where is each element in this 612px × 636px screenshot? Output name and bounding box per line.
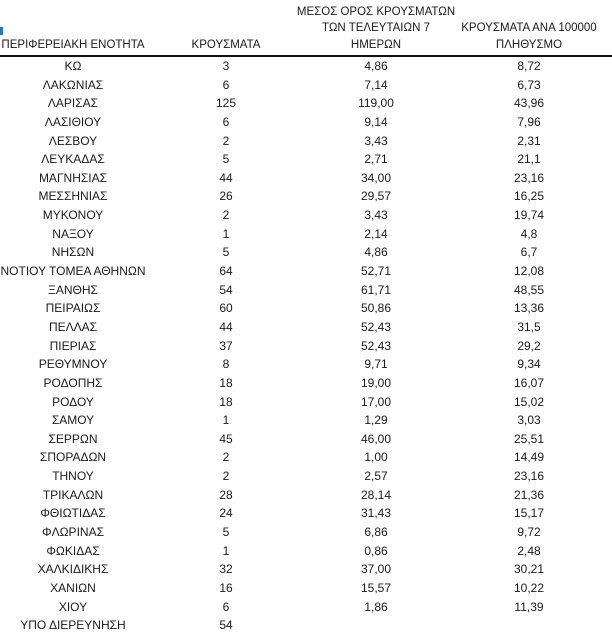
cell-per100k: 9,72 xyxy=(517,525,541,540)
column-header-cases xyxy=(146,0,306,55)
cell-per100k: 23,16 xyxy=(513,170,545,185)
table-row xyxy=(0,430,612,449)
cell-cases: 18 xyxy=(219,394,233,409)
cell-avg7: 119,00 xyxy=(358,96,394,111)
cell-cases: 5 xyxy=(222,525,230,540)
column-header-avg7 xyxy=(296,0,456,55)
cell-avg7: 19,00 xyxy=(360,375,392,390)
cell-region: ΜΥΚΟΝΟΥ xyxy=(42,208,104,223)
cell-region: ΝΟΤΙΟΥ ΤΟΜΕΑ ΑΘΗΝΩΝ xyxy=(0,264,146,279)
cell-avg7: 61,71 xyxy=(360,282,392,297)
cell-region: ΧΑΝΙΩΝ xyxy=(50,580,96,595)
cell-cases: 125 xyxy=(215,96,237,111)
cell-cases: 44 xyxy=(219,170,233,185)
cell-region: ΣΠΟΡΑΔΩΝ xyxy=(39,450,107,465)
cell-avg7: 15,57 xyxy=(360,580,392,595)
cell-cases: 32 xyxy=(219,562,233,577)
table-row xyxy=(0,262,612,281)
table-row xyxy=(0,337,612,356)
header-line: ΠΕΡΙΦΕΡΕΙΑΚΗ ΕΝΟΤΗΤΑ xyxy=(1,38,145,51)
cell-avg7: 4,86 xyxy=(364,59,388,73)
cell-region: ΠΕΙΡΑΙΩΣ xyxy=(45,301,101,316)
cell-avg7: 52,43 xyxy=(360,338,392,353)
table-row xyxy=(0,169,612,188)
cell-region: ΤΡΙΚΑΛΩΝ xyxy=(42,487,104,502)
cell-per100k: 8,72 xyxy=(517,59,541,73)
cell-avg7: 3,43 xyxy=(364,208,388,223)
table-row xyxy=(0,486,612,505)
header-line: ΚΡΟΥΣΜΑΤΑ ΑΝΑ 100000 xyxy=(461,22,597,34)
cell-avg7: 3,43 xyxy=(364,133,388,148)
cell-region: ΝΗΣΩΝ xyxy=(51,245,95,260)
table-row xyxy=(0,448,612,467)
cell-per100k: 12,08 xyxy=(513,264,545,279)
cell-region: ΣΑΜΟΥ xyxy=(51,413,95,428)
table-row xyxy=(0,467,612,486)
cell-region: ΥΠΟ ΔΙΕΡΕΥΝΗΣΗ xyxy=(20,618,126,633)
table-row xyxy=(0,206,612,225)
table-row xyxy=(0,355,612,374)
cell-cases: 24 xyxy=(219,506,233,521)
cell-avg7: 2,71 xyxy=(364,152,388,167)
table-row xyxy=(0,132,612,151)
cell-per100k: 15,17 xyxy=(513,506,545,521)
cell-cases: 2 xyxy=(222,208,230,223)
table-row xyxy=(0,187,612,206)
cell-cases: 1 xyxy=(222,226,230,241)
cell-per100k: 21,1 xyxy=(517,152,541,167)
table-row xyxy=(0,579,612,598)
cell-avg7: 31,43 xyxy=(360,506,392,521)
header-line: ΚΡΟΥΣΜΑΤΑ xyxy=(191,38,261,51)
table-row xyxy=(0,243,612,262)
cell-cases: 1 xyxy=(222,543,230,558)
cell-avg7: 4,86 xyxy=(364,245,388,260)
cell-per100k: 16,25 xyxy=(513,189,545,204)
cell-per100k: 48,55 xyxy=(513,282,545,297)
cell-avg7: 0,86 xyxy=(364,543,388,558)
table-row xyxy=(0,57,612,76)
cell-per100k: 31,5 xyxy=(517,319,541,334)
cell-per100k: 19,74 xyxy=(513,208,545,223)
cell-region: ΛΕΣΒΟΥ xyxy=(48,133,98,148)
cell-avg7: 1,00 xyxy=(364,450,388,465)
table-row xyxy=(0,225,612,244)
table-row xyxy=(0,393,612,412)
table-row xyxy=(0,411,612,430)
cell-cases: 18 xyxy=(219,375,233,390)
cell-avg7: 52,43 xyxy=(360,319,392,334)
table-row xyxy=(0,281,612,300)
cell-cases: 54 xyxy=(219,618,233,633)
cell-per100k: 23,16 xyxy=(513,469,545,484)
cell-avg7: 29,57 xyxy=(360,189,392,204)
cell-avg7: 28,14 xyxy=(360,487,392,502)
cell-per100k: 7,96 xyxy=(517,114,541,129)
cell-per100k: 11,39 xyxy=(514,599,544,614)
cell-per100k: 6,7 xyxy=(520,245,538,260)
cell-per100k: 43,96 xyxy=(513,96,545,111)
table-row xyxy=(0,542,612,561)
cell-per100k: 10,22 xyxy=(513,580,545,595)
cell-per100k: 29,2 xyxy=(517,338,541,353)
cell-region: ΣΕΡΡΩΝ xyxy=(48,431,98,446)
table-row xyxy=(0,523,612,542)
cell-region: ΜΑΓΝΗΣΙΑΣ xyxy=(38,170,108,185)
cell-cases: 44 xyxy=(219,319,233,334)
cell-per100k: 16,07 xyxy=(513,375,545,390)
cell-region: ΞΑΝΘΗΣ xyxy=(48,282,98,297)
table-row xyxy=(0,76,612,95)
cell-cases: 1 xyxy=(222,413,230,428)
cell-cases: 6 xyxy=(222,599,230,614)
cell-region: ΡΟΔΟΥ xyxy=(52,394,94,409)
table-body xyxy=(0,57,612,635)
cell-cases: 6 xyxy=(222,77,230,92)
cell-avg7: 17,00 xyxy=(360,394,392,409)
cell-region: ΠΙΕΡΙΑΣ xyxy=(49,338,97,353)
table-row xyxy=(0,374,612,393)
cell-region: ΛΕΥΚΑΔΑΣ xyxy=(41,152,105,167)
cell-avg7: 1,86 xyxy=(364,599,388,614)
cell-avg7: 6,86 xyxy=(364,525,388,540)
cell-cases: 60 xyxy=(219,301,233,316)
column-header-per100k xyxy=(446,0,612,55)
cell-avg7: 2,57 xyxy=(364,469,388,484)
table-row xyxy=(0,94,612,113)
cell-cases: 8 xyxy=(222,357,230,372)
cell-per100k: 2,48 xyxy=(517,543,541,558)
cell-avg7: 52,71 xyxy=(360,264,392,279)
table-row xyxy=(0,504,612,523)
cell-per100k: 14,49 xyxy=(513,450,545,465)
cell-per100k: 30,21 xyxy=(513,562,545,577)
table-row xyxy=(0,598,612,617)
cell-cases: 5 xyxy=(222,152,230,167)
cell-region: ΛΑΚΩΝΙΑΣ xyxy=(42,77,104,92)
header-line: ΜΕΣΟΣ ΟΡΟΣ ΚΡΟΥΣΜΑΤΩΝ xyxy=(296,5,456,18)
cell-cases: 64 xyxy=(219,264,233,279)
cell-avg7: 2,14 xyxy=(364,226,388,241)
table-row xyxy=(0,616,612,635)
cell-region: ΦΛΩΡΙΝΑΣ xyxy=(42,525,104,540)
cell-cases: 28 xyxy=(219,487,233,502)
cell-avg7: 50,86 xyxy=(360,301,392,316)
cell-avg7: 1,29 xyxy=(364,413,388,428)
cell-cases: 26 xyxy=(219,189,233,204)
cell-avg7: 9,14 xyxy=(364,114,388,129)
cell-cases: 5 xyxy=(222,245,230,260)
cell-cases: 3 xyxy=(222,59,230,73)
cell-per100k: 13,36 xyxy=(513,301,545,316)
cell-per100k: 2,31 xyxy=(517,133,541,148)
cell-cases: 16 xyxy=(219,580,233,595)
cell-region: ΦΩΚΙΔΑΣ xyxy=(46,543,100,558)
cell-cases: 37 xyxy=(219,338,233,353)
cell-region: ΡΕΘΥΜΝΟΥ xyxy=(38,357,108,372)
cell-region: ΜΕΣΣΗΝΙΑΣ xyxy=(38,189,108,204)
cell-per100k: 25,51 xyxy=(513,431,545,446)
column-header-region xyxy=(0,0,146,55)
table-header-row xyxy=(0,0,612,57)
cell-region: ΧΙΟΥ xyxy=(58,599,88,614)
cell-region: ΤΗΝΟΥ xyxy=(52,469,94,484)
cell-region: ΡΟΔΟΠΗΣ xyxy=(43,375,103,390)
cell-per100k: 3,03 xyxy=(517,413,541,428)
cell-avg7: 34,00 xyxy=(360,170,392,185)
cell-per100k: 9,34 xyxy=(517,357,541,372)
cell-avg7: 46,00 xyxy=(360,431,392,446)
header-line: ΗΜΕΡΩΝ xyxy=(350,38,402,51)
table-row xyxy=(0,113,612,132)
cell-cases: 2 xyxy=(222,469,230,484)
table-row xyxy=(0,318,612,337)
cell-region: ΝΑΞΟΥ xyxy=(52,226,94,241)
cell-avg7: 7,14 xyxy=(364,77,388,92)
cell-cases: 54 xyxy=(219,282,233,297)
cell-avg7: 37,00 xyxy=(360,562,392,577)
header-line: ΠΛΗΘΥΣΜΟ xyxy=(495,38,563,51)
cell-region: ΛΑΣΙΘΙΟΥ xyxy=(44,114,102,129)
cell-per100k: 21,36 xyxy=(513,487,545,502)
cell-cases: 6 xyxy=(222,114,230,129)
table-row xyxy=(0,299,612,318)
cell-cases: 2 xyxy=(222,450,230,465)
table-row xyxy=(0,560,612,579)
cell-region: ΧΑΛΚΙΔΙΚΗΣ xyxy=(37,562,109,577)
cell-region: ΛΑΡΙΣΑΣ xyxy=(47,96,99,111)
cell-per100k: 6,73 xyxy=(517,77,541,92)
cell-cases: 45 xyxy=(219,431,233,446)
cell-region: ΚΩ xyxy=(64,59,82,73)
cell-cases: 2 xyxy=(222,133,230,148)
cell-per100k: 4,8 xyxy=(520,226,538,241)
cell-region: ΦΘΙΩΤΙΔΑΣ xyxy=(40,506,106,521)
header-line: ΤΩΝ ΤΕΛΕΥΤΑΙΩΝ 7 xyxy=(322,22,430,34)
table-row xyxy=(0,150,612,169)
cell-per100k: 15,02 xyxy=(513,394,545,409)
cell-region: ΠΕΛΛΑΣ xyxy=(48,319,98,334)
cell-avg7: 9,71 xyxy=(364,357,388,372)
